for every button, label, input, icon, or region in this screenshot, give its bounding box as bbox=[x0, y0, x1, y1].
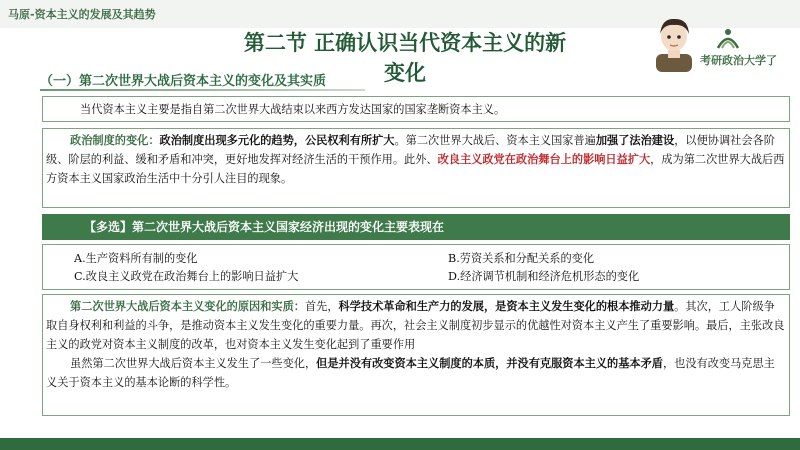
question-bar: 【多选】第二次世界大战后资本主义国家经济出现的变化主要表现在 bbox=[42, 214, 790, 240]
political-change-text bbox=[46, 131, 786, 188]
logo-text: 考研政治大学了 bbox=[700, 54, 777, 67]
reasons-bold-1: 科学技术革命和生产力的发展，是资本主义发生变化的根本推动力量 bbox=[338, 299, 675, 313]
political-text-1: 。第二次世界大战后、资本主义国家普遍 bbox=[394, 134, 596, 147]
section-divider bbox=[40, 89, 365, 91]
page-title-line2: 变化 bbox=[384, 61, 426, 85]
breadcrumb: 马原-资本主义的发展及其趋势 bbox=[8, 8, 156, 21]
political-highlight: 改良主义政党在政治舞台上的影响日益扩大 bbox=[437, 152, 651, 166]
political-bold-1: 政治制度出现多元化的趋势，公民权利有所扩大 bbox=[159, 133, 395, 147]
reasons-text-1: 首先， bbox=[304, 300, 339, 313]
option-d[interactable]: D.经济调节机制和经济危机形态的变化 bbox=[448, 270, 640, 283]
reasons-text bbox=[46, 297, 786, 392]
page-title-line1: 第二节 正确认识当代资本主义的新 bbox=[243, 31, 567, 55]
option-b[interactable]: B.劳资关系和分配关系的变化 bbox=[448, 252, 595, 265]
political-text-3: ，成为第二次世界大战后西方资本主义国家政治生活中十分引人注目的现象。 bbox=[46, 153, 785, 185]
option-a[interactable]: A.生产资料所有制的变化 bbox=[74, 252, 198, 265]
reasons-text-4: ，也没有改变马克思主义关于资本主义的基本论断的科学性。 bbox=[46, 357, 775, 389]
political-text-2: ，以便协调社会各阶级、阶层的利益、缓和矛盾和冲突，更好地发挥对经济生活的干预作用。此外、 bbox=[46, 134, 775, 166]
definition-text: 当代资本主义主要是指自第二次世界大战结束以来西方发达国家的国家垄断资本主义。 bbox=[80, 103, 506, 116]
reasons-text-2: 。其次，工人阶级争取自身权利和利益的斗争，是推动资本主义发生变化的重要力量。再次，社会主义制度初步显示的优越性对资本主义产生了重要影响。最后，主张改良主义的政党对资本主义制度的改革，也对资本主义发生变化起到了重要作用 bbox=[46, 300, 785, 351]
option-c[interactable]: C.改良主义政党在政治舞台上的影响日益扩大 bbox=[74, 270, 299, 283]
bottom-bar bbox=[0, 438, 800, 450]
reasons-label: 第二次世界大战后资本主义变化的原因和实质： bbox=[70, 300, 305, 313]
political-bold-2: 加强了法治建设 bbox=[595, 133, 675, 147]
presenter-avatar bbox=[652, 14, 696, 72]
reasons-bold-2: 但是并没有改变资本主义制度的本质，并没有克服资本主义的基本矛盾 bbox=[316, 356, 663, 370]
reasons-text-3: 虽然第二次世界大战后资本主义发生了一些变化， bbox=[70, 357, 317, 370]
political-change-label: 政治制度的变化： bbox=[70, 134, 160, 147]
section-heading: （一）第二次世界大战后资本主义的变化及其实质 bbox=[40, 74, 327, 89]
